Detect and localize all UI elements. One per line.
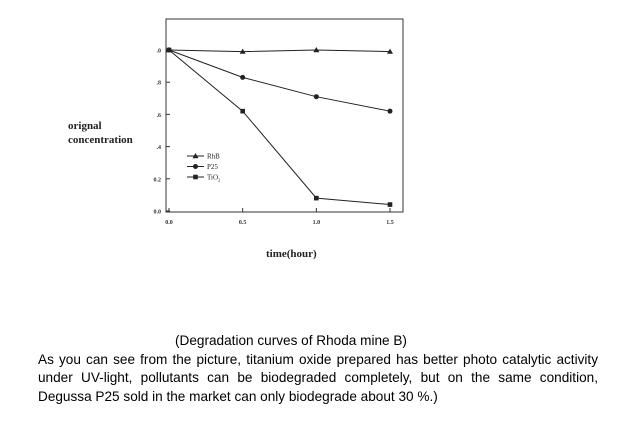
y-tick-label: .4 [156, 145, 161, 152]
caption-paragraph: As you can see from the picture, titanium oxide prepared has better photo catalytic activity under UV-light, pollutants can be biodegraded completely, but on the same condition, Degussa P25 sold in the market can only biodegrade about 30 %.) [38, 351, 598, 404]
legend-label-subscript: 2 [218, 177, 221, 183]
x-axis-ticks [165, 208, 394, 226]
y-tick-label: 0.0 [153, 209, 161, 216]
y-axis-ticks [154, 49, 171, 216]
data-point-tio [240, 109, 245, 114]
legend-label-tio: TiO$_2$ [207, 173, 221, 183]
x-axis-label: time(hour) [266, 248, 317, 260]
series-line-p25 [169, 50, 390, 111]
data-point-tio [388, 202, 393, 207]
y-axis-label-line-1: orignal [68, 120, 102, 132]
y-axis-label-line-2: concentration [68, 134, 133, 146]
data-point-tio [167, 48, 172, 53]
legend [187, 153, 220, 183]
series-line-tio [169, 50, 390, 205]
legend-label-rhb: RhB [207, 152, 220, 161]
y-tick-label: .8 [156, 80, 161, 87]
x-tick-label: 0.0 [165, 220, 173, 226]
legend-marker-p25 [193, 164, 198, 169]
y-tick-label: 0.2 [153, 177, 161, 184]
series-line-rhb [169, 50, 390, 52]
data-point-p25 [240, 75, 245, 80]
caption-block [38, 332, 598, 406]
legend-marker-tio [193, 175, 198, 180]
x-tick-label: 1.0 [312, 220, 321, 226]
data-point-p25 [314, 94, 319, 99]
plot-frame [166, 19, 403, 212]
data-point-tio [314, 196, 319, 201]
legend-label-p25: P25 [207, 163, 218, 171]
series-layer [166, 47, 393, 207]
y-tick-label: .6 [156, 112, 161, 119]
x-tick-label: 1.5 [386, 220, 394, 226]
caption-title: (Degradation curves of Rhoda mine B) [175, 333, 407, 348]
data-point-p25 [388, 109, 393, 114]
y-tick-label: .0 [156, 48, 161, 55]
x-tick-label: 0.5 [238, 220, 247, 226]
